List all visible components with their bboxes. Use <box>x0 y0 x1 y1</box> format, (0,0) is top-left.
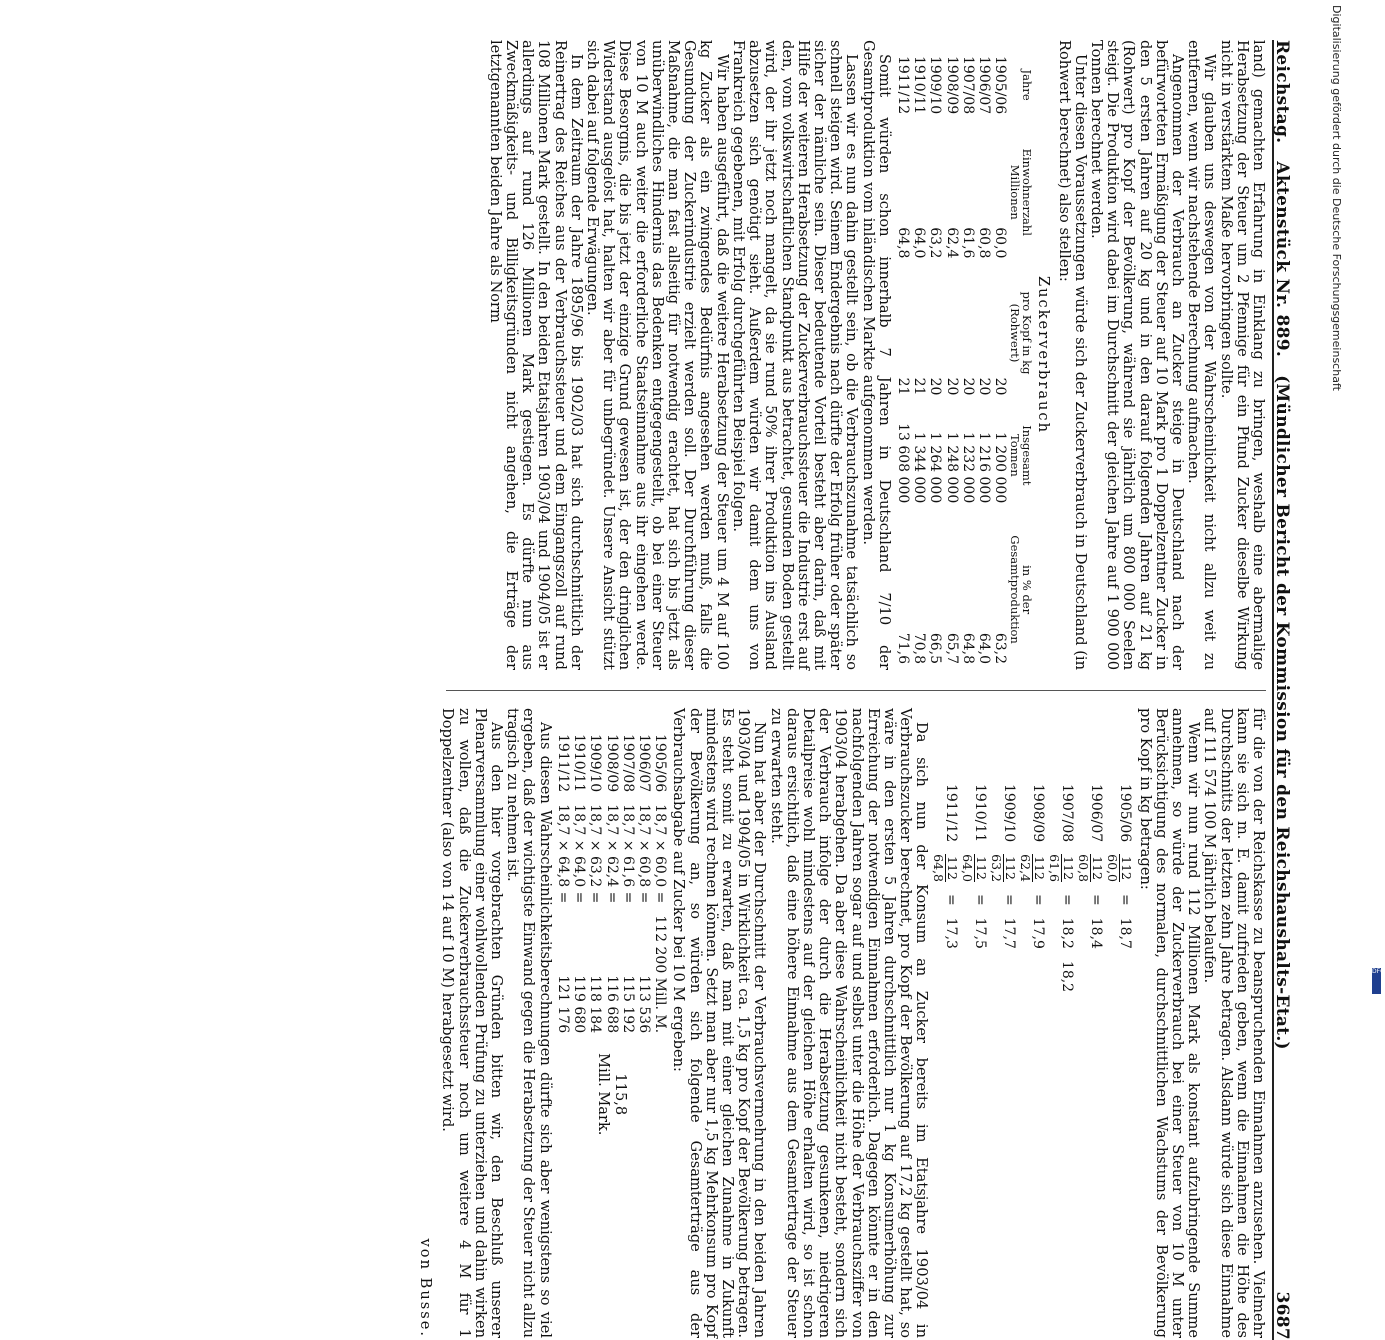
paragraph: land) gemachten Erfahrung in Einklang zu bringen, weshalb eine abermalige Herabsetzung der Steuer um 2 Pfennige für ein Pfund Zucker dieselbe Wirkung nicht in verstärktem Maße hervorbringen sollte. <box>1217 40 1267 670</box>
table-cell: 13 608 000 <box>894 423 911 504</box>
fraction <box>961 854 988 882</box>
table-cell: 1908/09 <box>943 56 960 115</box>
calc-equals: = <box>1117 894 1134 906</box>
table-cell: 71,6 <box>894 632 911 664</box>
fraction-denominator: 60,8 <box>1076 854 1092 883</box>
fraction <box>1106 854 1133 882</box>
paragraph: Aus diesen Wahrscheinlichkeitsberechnungen dürfte sich aber wenigstens so viel ergeben, daß der wichtigste Einwand gegen die Herabsetzung der Steuer nicht allzu tragisch zu nehmen ist. <box>504 708 554 1338</box>
revenue-year: 1907/08 <box>619 734 636 793</box>
paragraph: Da sich nun der Konsum an Zucker bereits im Etatsjahre 1903/04 in Verbrauchszucker berechnet, pro Kopf der Bevölkerung auf 17,2 kg gestellt hat, so wäre in den ersten 5 Jahren durchschnittlich nur 1 kg Konsumerhöhung zur Erreichung der notwendigen Einnahmen erforderlich. Dagegen könnte er in den nachfolgenden Jahren sogar auf und selbst unter die Höhe der Verbrauchsziffer von 1903/04 herabgehen. Da aber diese Wahrscheinlichkeit nicht besteht, sondern sich der Verbrauch infolge der durch die Herabsetzung gesunkenen, niedrigeren Detailpreise wohl mindestens auf der gleichen Höhe erhalten wird, so ist schon daraus ersichtlich, daß eine höhere Einnahme aus dem Gesamtertrage der Steuer zu erwarten steht. <box>767 708 931 1338</box>
fraction-numerator: 112 <box>945 856 961 881</box>
table-cell: 63,2 <box>927 227 944 259</box>
calc-fraction <box>989 848 1018 888</box>
revenue-value: 116 688 <box>603 975 620 1034</box>
table-cell: 64,8 <box>894 227 911 259</box>
fraction-denominator: 63,2 <box>989 854 1005 883</box>
revenue-row <box>652 728 668 1039</box>
calc-year: 1907/08 <box>1059 784 1076 843</box>
revenue-row <box>603 728 619 1039</box>
header-left <box>1272 40 1293 1050</box>
document-page <box>0 40 1300 1340</box>
table-cell: 1 200 000 <box>992 432 1009 504</box>
header-reichstag: Reichstag. <box>1272 40 1293 144</box>
table-cell: 64,8 <box>959 632 976 664</box>
revenue-expression: 18,7 × 64,0 = <box>571 804 588 904</box>
fraction-denominator: 61,6 <box>1047 854 1063 883</box>
revenue-row <box>571 728 587 1039</box>
calc-equals: = <box>1001 894 1018 906</box>
calc-spacer <box>960 955 989 998</box>
table-cell: 60,8 <box>975 227 992 259</box>
revenue-value: 112 200 Mill. M. <box>652 915 669 1034</box>
fraction <box>1048 854 1075 882</box>
revenue-row <box>555 728 571 1039</box>
table-cell: 65,7 <box>943 632 960 664</box>
table-cell: 20 <box>975 377 992 396</box>
revenue-year: 1908/09 <box>603 734 620 793</box>
calc-row <box>1076 778 1105 998</box>
calc-fraction <box>1076 848 1105 888</box>
paragraph: Somit würden schon innerhalb 7 Jahren in Deutschland 7/10 der Gesamtproduktion vom inländischen Markte aufgenommen werden. <box>859 40 893 670</box>
table-cell: 66,5 <box>927 632 944 664</box>
table-header-cell: pro Kopf in kg (Rohwert) <box>1007 291 1035 375</box>
calc-fraction <box>960 848 989 888</box>
fraction-denominator: 64,8 <box>931 854 947 883</box>
fraction-denominator: 60,0 <box>1105 854 1121 883</box>
fraction-numerator: 112 <box>974 856 990 881</box>
right-column <box>386 708 1266 1338</box>
paragraph: Wir glauben uns deswegen von der Wahrscheinlichkeit nicht allzu weit zu entfernen, wenn wir nachstehende Berechnung aufmachen. <box>1185 40 1219 670</box>
calc-spacer <box>1105 955 1134 998</box>
table-header-cell: Jahre <box>1020 69 1035 101</box>
table-row <box>895 50 911 670</box>
revenue-row <box>587 728 603 1039</box>
header-section: Aktenstück Nr. 889. <box>1272 161 1293 358</box>
fraction <box>1019 854 1046 882</box>
table-cell: 20 <box>943 377 960 396</box>
revenue-value: 119 680 <box>571 975 588 1034</box>
calc-result: 17,3 <box>943 917 960 949</box>
table-header-cell: Einwohnerzahl Millionen <box>1007 148 1035 236</box>
paragraph: Wir haben ausgeführt, daß die weitere Herabsetzung der Steuer um 4 M auf 100 kg Zucker als ein zwingendes Bedürfnis angesehen werden muß, falls die Gesundung der Zuckerindustrie erzielt werden soll. Der Durchführung dieser Maßnahme, die man fast allseitig für notwendig erachtet, hat sich bis jetzt als unüberwindliches Hindernis das Bedenken entgegengestellt, ob bei einer Steuer von 10 M auch weiter die erforderliche Staatseinnahme aus ihr eingehen werde. Diese Besorgnis, die bis jetzt der einzige Grund gewesen ist, der den dringlichen Widerstand ausgelöst hat, halten wir aber für unbegründet. Unsere Ansicht stützt sich dabei auf folgende Erwägungen. <box>584 40 731 670</box>
table-cell: 1905/06 <box>992 56 1009 115</box>
sugar-consumption-table <box>895 50 1033 670</box>
calc-result: 18,2 <box>1059 917 1076 949</box>
revenue-value: 118 184 <box>587 975 604 1034</box>
table-cell: 64,0 <box>975 632 992 664</box>
revenue-year: 1911/12 <box>554 734 571 793</box>
revenue-expression: 18,7 × 61,6 = <box>619 804 636 904</box>
calc-spacer <box>989 955 1018 998</box>
table-cell: 1909/10 <box>927 56 944 115</box>
revenue-table <box>555 728 668 1039</box>
calc-equals: = <box>972 894 989 906</box>
table-cell: 1 264 000 <box>927 432 944 504</box>
fraction-denominator: 64,0 <box>960 854 976 883</box>
fraction <box>1077 854 1104 882</box>
revenue-value: 113 536 <box>635 975 652 1034</box>
calc-year: 1911/12 <box>943 784 960 843</box>
calc-spacer <box>931 955 960 998</box>
table-cell: 1907/08 <box>959 56 976 115</box>
calc-year: 1908/09 <box>1030 784 1047 843</box>
table-cell: 1910/11 <box>911 56 928 115</box>
table-title: Zuckerverbrauch <box>1035 275 1053 435</box>
table-cell: 1906/07 <box>975 56 992 115</box>
calc-year: 1905/06 <box>1117 784 1134 843</box>
column-divider <box>446 690 1266 691</box>
table-cell: 1 232 000 <box>959 432 976 504</box>
revenue-average-unit: Mill. Mark. <box>595 1053 613 1136</box>
revenue-average-value: 115,8 <box>611 1073 629 1116</box>
calc-year: 1909/10 <box>1001 784 1018 843</box>
calc-row <box>1018 778 1047 998</box>
page-header <box>1272 40 1300 1340</box>
calc-result: 17,7 <box>1001 917 1018 949</box>
calc-year: 1906/07 <box>1088 784 1105 843</box>
table-row <box>976 50 992 670</box>
table-header-row <box>1008 50 1033 670</box>
paragraph: für die von der Reichskasse zu beanspruchenden Einnahmen anzusehen. Vielmehr kann sie sich m. E. damit zufrieden geben, wenn die Einnahmen die Höhe des Durchschnitts der letzten zehn Jahre betragen. Alsdann würde sich diese Einnahme auf 111 574 100 M jährlich belaufen. <box>1201 708 1267 1338</box>
fraction-numerator: 112 <box>1061 856 1077 881</box>
table-row <box>927 50 943 670</box>
table-cell: 63,2 <box>992 632 1009 664</box>
table-row <box>960 50 976 670</box>
paragraph: Angenommen der Verbrauch an Zucker steige in Deutschland nach der befürworteten Ermäßigung der Steuer auf 10 Mark pro 1 Doppelzentner Zucker in den 5 ersten Jahren auf 20 kg und in den darauf folgenden Jahren auf 21 kg (Rohwert) pro Kopf der Bevölkerung, während sie jährlich um 800 000 Seelen steigt. Die Produktion wird dabei im Durchschnitt der gleichen Jahre auf 1 900 000 Tonnen berechnet werden. <box>1087 40 1186 670</box>
calc-result: 17,9 <box>1030 917 1047 949</box>
calc-result: 17,5 <box>972 917 989 949</box>
revenue-year: 1905/06 <box>652 734 669 793</box>
table-cell: 20 <box>927 377 944 396</box>
revenue-row <box>636 728 652 1039</box>
signature: von Busse. <box>417 1238 435 1338</box>
calc-year: 1910/11 <box>972 784 989 843</box>
revenue-value: 121 176 <box>554 975 571 1034</box>
calc-result: 18,7 <box>1117 917 1134 949</box>
calc-average: 18,2 <box>1059 960 1076 993</box>
table-cell: 1 344 000 <box>911 432 928 504</box>
fraction <box>932 854 959 882</box>
table-row <box>911 50 927 670</box>
calc-row <box>1105 778 1134 998</box>
paragraph: Nun hat aber der Durchschnitt der Verbrauchsvermehrung in den beiden Jahren 1903/04 und 1904/05 in Wirklichkeit ca. 1,5 kg pro Kopf der Bevölkerung betragen. Es steht somit zu erwarten, daß man mit einer gleichen Zunahme in Zukunft mindestens wird rechnen können. Setzt man aber nur 1,5 kg Mehrkonsum pro Kopf der Bevölkerung an, so würden sich folgende Gesamterträge aus der Verbrauchsabgabe auf Zucker bei 10 M ergeben: <box>670 708 769 1338</box>
table-cell: 64,0 <box>911 227 928 259</box>
paragraph: Aus den hier vorgebrachten Gründen bitten wir, den Beschluß unserer Plenarversammlung einer wohlwollenden Prüfung zu unterziehen und dahin wirken zu wollen, daß die Zuckerverbrauchssteuer noch um weitere 4 M für 1 Doppelzentner (also von 14 auf 10 M) herabgesetzt wird. <box>439 708 506 1338</box>
fraction-numerator: 112 <box>1119 856 1135 881</box>
revenue-year: 1906/07 <box>635 734 652 793</box>
revenue-expression: 18,7 × 62,4 = <box>603 804 620 904</box>
calc-fraction <box>931 848 960 888</box>
revenue-value: 115 192 <box>619 975 636 1034</box>
header-title: (Mündlicher Bericht der Kommission für den Reichshaushalts-Etat.) <box>1272 375 1293 1050</box>
calc-row <box>960 778 989 998</box>
table-cell: 20 <box>992 377 1009 396</box>
calc-fraction <box>1105 848 1134 888</box>
table-cell: 21 <box>911 377 928 396</box>
table-cell: 21 <box>894 377 911 396</box>
calc-spacer <box>1076 955 1105 998</box>
calc-row <box>989 778 1018 998</box>
calc-row <box>931 778 960 998</box>
revenue-row <box>620 728 636 1039</box>
table-row <box>992 50 1008 670</box>
calc-equals: = <box>1059 894 1076 906</box>
page-number: 3687 <box>1272 1291 1293 1340</box>
calc-spacer <box>1018 955 1047 998</box>
table-cell: 1 248 000 <box>943 432 960 504</box>
dfg-logo: DFG <box>1372 968 1381 994</box>
fraction-denominator: 62,4 <box>1018 854 1034 883</box>
table-row <box>943 50 959 670</box>
paragraph: Unter diesen Voraussetzungen würde sich der Zuckerverbrauch in Deutschland (in Rohwert berechnet) also stellen: <box>1055 40 1089 670</box>
table-cell: 1911/12 <box>894 56 911 115</box>
fraction <box>990 854 1017 882</box>
table-cell: 62,4 <box>943 227 960 259</box>
paragraph: Wenn wir nun rund 112 Millionen Mark als konstant aufzubringende Summe annehmen, so würde der Zuckerverbrauch bei einer Steuer von 10 M unter Berücksichtigung des normalen, durchschnittlichen Wachstums der Bevölkerung pro Kopf in kg betragen: <box>1136 708 1203 1338</box>
table-header-cell: Insgesamt Tonnen <box>1007 425 1035 486</box>
calc-fraction <box>1018 848 1047 888</box>
fraction-numerator: 112 <box>1090 856 1106 881</box>
calc-fraction <box>1047 848 1076 888</box>
table-cell: 20 <box>959 377 976 396</box>
calc-result: 18,4 <box>1088 917 1105 949</box>
paragraph: Lassen wir es nun dahin gestellt sein, ob die Verbrauchszunahme tatsächlich so schnell steigen wird. Seinem Endergebnis nach dürfte der Erfolg früher oder später sicher der nämliche sein. Dieser bedeutende Vorteil besteht aber darin, daß mit Hilfe der weiteren Herabsetzung der Zuckerverbrauchssteuer die Industrie erst auf den, vom volkswirtschaftlichen Standpunkt aus betrachtet, gesunden Boden gestellt wird, der ihr jetzt noch mangelt, da sie rund 50% ihrer Produktion ins Ausland abzusetzen sich genötigt sieht. Außerdem würden wir damit dem uns von Frankreich gegebenen, mit Erfolg durchgeführten Beispiel folgen. <box>729 40 861 670</box>
revenue-expression: 18,7 × 60,0 = <box>652 804 669 904</box>
revenue-expression: 18,7 × 64,8 = <box>554 804 571 904</box>
revenue-calculation <box>555 728 668 1338</box>
left-column <box>386 40 1266 670</box>
revenue-year: 1909/10 <box>587 734 604 793</box>
table-header-cell: in % der Gesamtproduktion <box>1007 535 1035 644</box>
fraction-numerator: 112 <box>1003 856 1019 881</box>
revenue-expression: 18,7 × 63,2 = <box>587 804 604 904</box>
calc-equals: = <box>943 894 960 906</box>
calc-equals: = <box>1088 894 1105 906</box>
calc-equals: = <box>1030 894 1047 906</box>
table-cell: 1 216 000 <box>975 432 992 504</box>
table-cell: 70,8 <box>911 632 928 664</box>
digitization-note: Digitalisierung gefördert durch die Deutsche Forschungsgemeinschaft <box>1330 5 1343 391</box>
table-cell: 60,0 <box>992 227 1009 259</box>
revenue-year: 1910/11 <box>571 734 588 793</box>
per-capita-calculation <box>931 778 1134 998</box>
paragraph: In dem Zeitraum der Jahre 1895/96 bis 1902/03 hat sich durchschnittlich der Reinertrag des Reiches aus der Verbrauchssteuer und dem Eingangszoll auf rund 108 Millionen Mark gestellt. In den beiden Etatsjahren 1903/04 und 1904/05 ist er allerdings auf rund 126 Millionen Mark gestiegen. Es dürfte nun aus Zweckmäßigkeits- und Billigkeitsgründen nicht angehen, die Erträge der letztgenannten beiden Jahre als Norm <box>486 40 585 670</box>
revenue-average <box>595 1053 627 1135</box>
revenue-expression: 18,7 × 60,8 = <box>635 804 652 904</box>
table-cell: 61,6 <box>959 227 976 259</box>
fraction-numerator: 112 <box>1032 856 1048 881</box>
calc-row <box>1047 778 1076 998</box>
